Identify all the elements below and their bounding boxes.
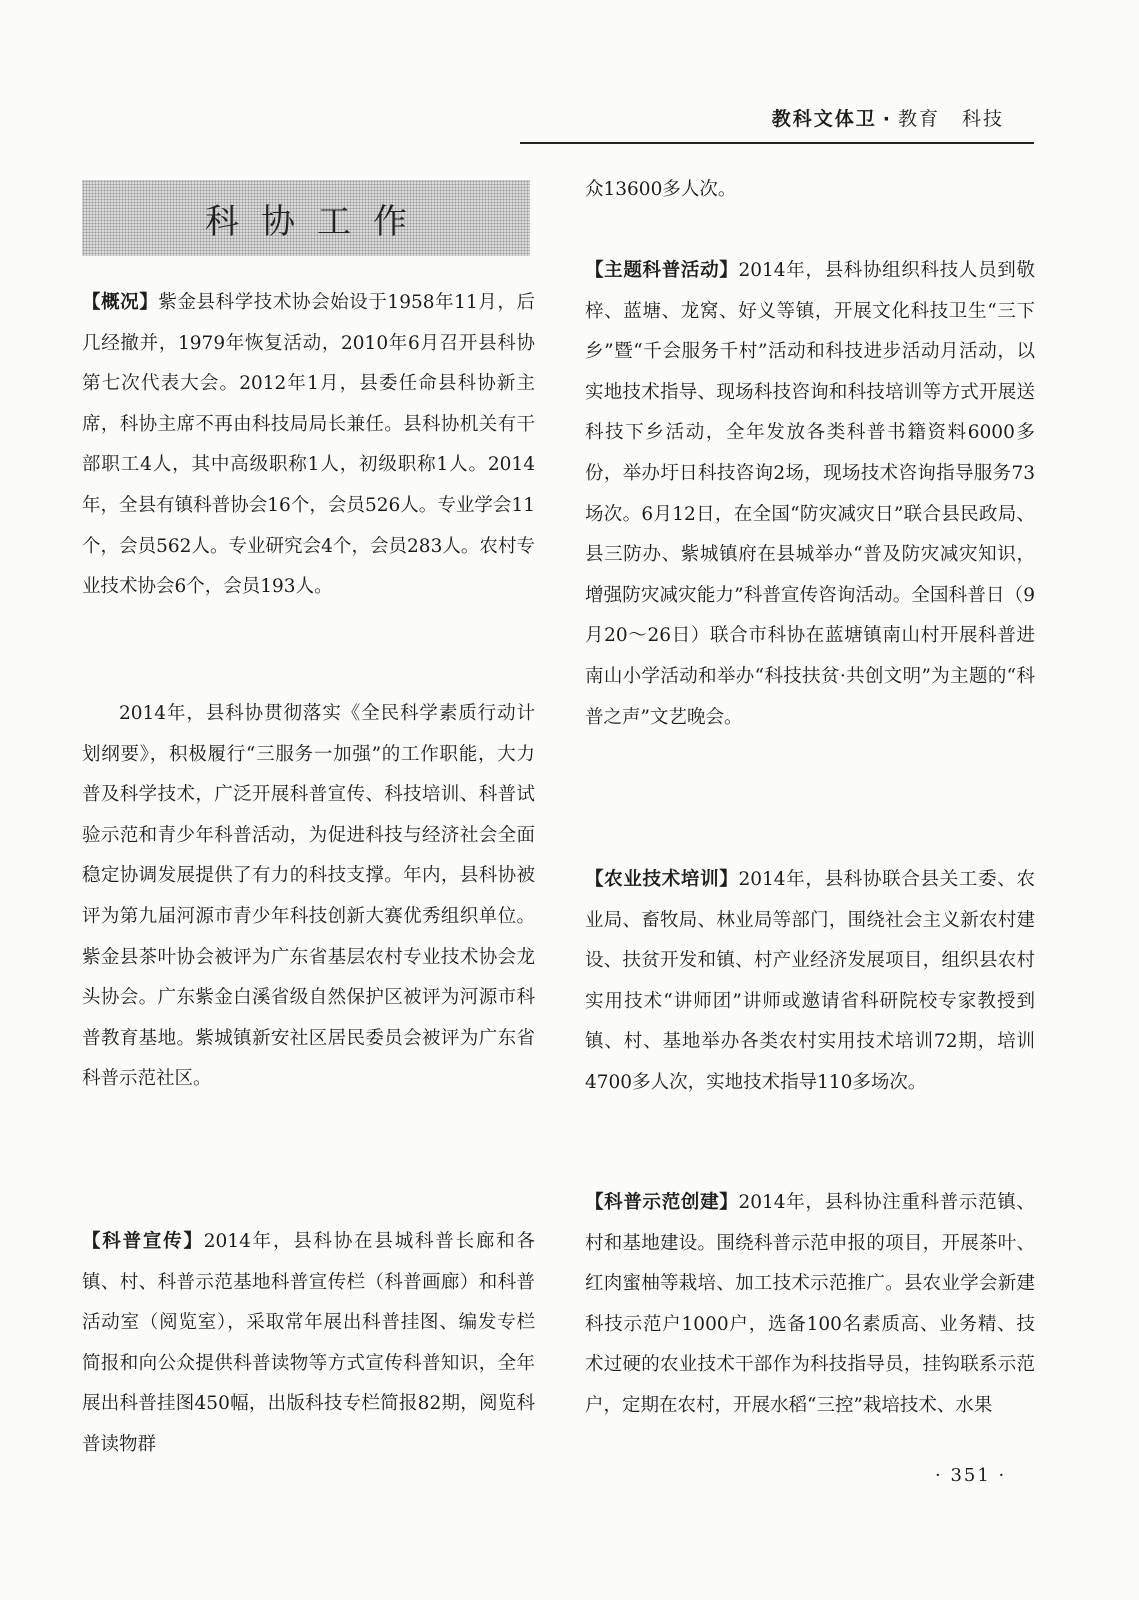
header-sub-tech: 科技 <box>961 108 1004 130</box>
header-sub-education: 教育 <box>897 108 940 130</box>
theme-text: 2014年，县科协组织科技人员到敬梓、蓝塘、龙窝、好义等镇，开展文化科技卫生“三下乡”暨“千会服务千村”活动和科技进步活动月活动，以实地技术指导、现场科技咨询和科技培训等方式开展送科技下乡活动，全年发放各类科普书籍资料6000多份，举办圩日科技咨询2场，现场技术咨询指导服务73场次。6月12日，在全国“防灾减灾日”联合县民政局、县三防办、紫城镇府在县城举办“普及防灾减灾知识，增强防灾减灾能力”科普宣传咨询活动。全国科普日（9月20～26日）联合市科协在蓝塘镇南山村开展科普进南山小学活动和举办“科技扶贫·共创文明”为主题的“科普之声”文艺晚会。 <box>585 260 1035 728</box>
agri-paragraph <box>585 860 1035 1104</box>
theme-paragraph <box>585 251 1035 738</box>
demo-paragraph <box>585 1183 1035 1427</box>
header-section: 教科文体卫 <box>771 108 877 130</box>
summary-paragraph: 2014年，县科协贯彻落实《全民科学素质行动计划纲要》，积极履行“三服务一加强”的工作职能，大力普及科学技术，广泛开展科普宣传、科技培训、科普试验示范和青少年科普活动，为促进科技与经济社会全面稳定协调发展提供了有力的科技支撑。年内，县科协被评为第九届河源市青少年科技创新大赛优秀组织单位。紫金县茶叶协会被评为广东省基层农村专业技术协会龙头协会。广东紫金白溪省级自然保护区被评为河源市科普教育基地。紫城镇新安社区居民委员会被评为广东省科普示范社区。 <box>82 703 535 1090</box>
publicity-label: 【科普宣传】 <box>82 1231 204 1252</box>
running-header <box>520 104 1034 144</box>
demo-text: 2014年，县科协注重科普示范镇、村和基地建设。围绕科普示范申报的项目，开展茶叶、红肉蜜柚等栽培、加工技术示范推广。县农业学会新建科技示范户1000户，选备100名素质高、业务精、技术过硬的农业技术干部作为科技指导员，挂钩联系示范户，定期在农村，开展水稻“三控”栽培技术、水果 <box>585 1192 1035 1416</box>
publicity-paragraph <box>82 1222 535 1466</box>
agri-text: 2014年，县科协联合县关工委、农业局、畜牧局、林业局等部门，围绕社会主义新农村建设、扶贫开发和镇、村产业经济发展项目，组织县农村实用技术“讲师团”讲师或邀请省科研院校专家教授到镇、村、基地举办各类农村实用技术培训72期，培训4700多人次，实地技术指导110多场次。 <box>585 869 1035 1093</box>
demo-label: 【科普示范创建】 <box>585 1192 739 1213</box>
overview-paragraph <box>82 283 535 608</box>
theme-label: 【主题科普活动】 <box>585 260 739 281</box>
overview-label: 【概况】 <box>82 292 159 313</box>
header-text <box>772 104 1004 131</box>
publicity-text: 2014年，县科协在县城科普长廊和各镇、村、科普示范基地科普宣传栏（科普画廊）和科普活动室（阅览室），采取常年展出科普挂图、编发专栏简报和向公众提供科普读物等方式宣传科普知识，全年展出科普挂图450幅，出版科技专栏简报82期，阅览科普读物群 <box>82 1231 535 1455</box>
section-title: 科协工作 <box>205 201 429 242</box>
overview-text: 紫金县科学技术协会始设于1958年11月，后几经撤并，1979年恢复活动，2010年6月召开县科协第七次代表大会。2012年1月，县委任命县科协新主席，科协主席不再由科技局局长兼任。县科协机关有干部职工4人，其中高级职称1人，初级职称1人。2014年，全县有镇科普协会16个，会员526人。专业学会11个，会员562人。专业研究会4个，会员283人。农村专业技术协会6个，会员193人。 <box>82 292 535 598</box>
section-title-box <box>82 180 530 256</box>
continuation-line: 众13600多人次。 <box>585 179 737 200</box>
agri-label: 【农业技术培训】 <box>585 869 739 890</box>
page-number: · 351 · <box>935 1465 1007 1486</box>
header-dot: · <box>882 108 892 130</box>
